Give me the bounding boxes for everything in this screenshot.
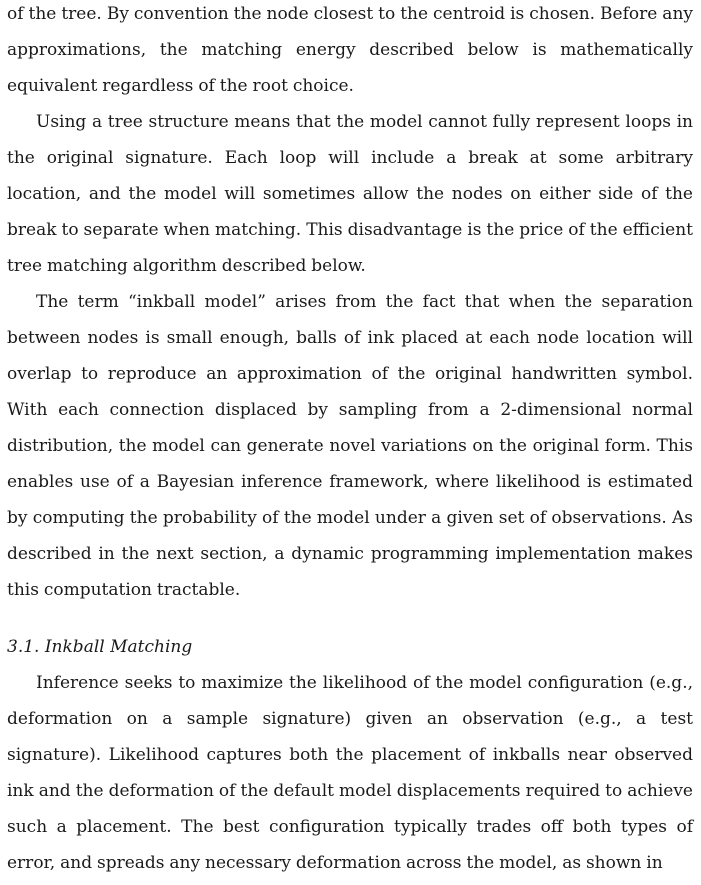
section-heading-inkball-matching: 3.1. Inkball Matching [7, 637, 193, 657]
paper-page [7, 0, 693, 881]
body-paragraph-inference: Inference seeks to maximize the likelihood of the model configuration (e.g., deformation on a sample signature) given an observation (e.g., a test signature). Likelihood captures both the placement of inkballs near observed ink and the deformation of the default model displacements required to achieve such a placement. The best configuration typically trades off both types of error, and spreads any necessary deformation across the model, as shown in [7, 673, 693, 873]
body-paragraph-tree-loops: Using a tree structure means that the model cannot fully represent loops in the original signature. Each loop will include a break at some arbitrary location, and the model will sometimes allow the nodes on either side of the break to separate when matching. This disadvantage is the price of the efficient tree matching algorithm described below. [7, 112, 693, 276]
body-paragraph-continuation: of the tree. By convention the node closest to the centroid is chosen. Before any approximations, the matching energy described below is mathematically equivalent regardless of the root choice. [7, 4, 693, 96]
body-paragraph-inkball-model: The term “inkball model” arises from the fact that when the separation between nodes is small enough, balls of ink placed at each node location will overlap to reproduce an approximation of the original handwritten symbol. With each connection displaced by sampling from a 2-dimensional normal distribution, the model can generate novel variations on the original form. This enables use of a Bayesian inference framework, where likelihood is estimated by computing the probability of the model under a given set of observations. As described in the next section, a dynamic programming implementation makes this computation tractable. [7, 292, 693, 600]
